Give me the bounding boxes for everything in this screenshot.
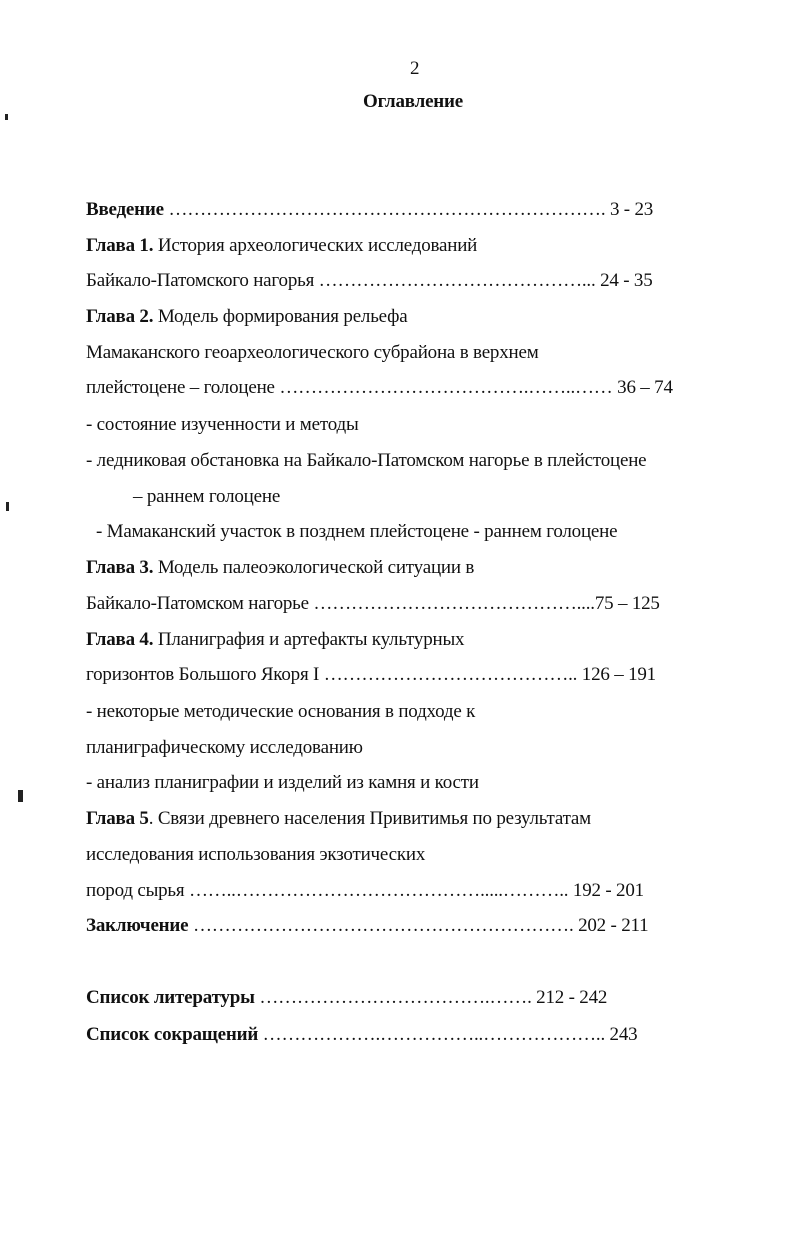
toc-line-text: – раннем голоцене: [133, 486, 281, 507]
toc-line: [86, 235, 477, 257]
toc-line-heading: Глава 5: [86, 808, 149, 829]
toc-line-text: ……………………………….……. 212 - 242: [254, 987, 608, 1008]
toc-line: [86, 414, 359, 436]
toc-line: [86, 737, 363, 759]
toc-line: [86, 701, 475, 723]
toc-line-text: ……………………………………………………. 202 - 211: [188, 915, 649, 936]
toc-line-heading: Глава 4.: [86, 629, 154, 650]
scan-mark: [5, 114, 8, 120]
toc-line: [86, 377, 673, 399]
toc-line-text: плейстоцене – голоцене ………………………………….……..…… 36 – 74: [86, 377, 673, 398]
toc-line: [96, 521, 617, 543]
toc-line-heading: Глава 3.: [86, 557, 154, 578]
toc-line: [133, 486, 280, 508]
toc-line-text: - ледниковая обстановка на Байкало-Патомском нагорье в плейстоцене: [86, 450, 647, 471]
toc-line-text: ……………………………………………………………. 3 - 23: [163, 199, 654, 220]
toc-line-text: Мамаканского геоархеологического субрайона в верхнем: [86, 342, 539, 363]
scan-mark: [6, 502, 9, 511]
toc-line: [86, 844, 425, 866]
toc-line-text: - Мамаканский участок в позднем плейстоцене - раннем голоцене: [96, 521, 618, 542]
toc-line-text: горизонтов Большого Якоря I ………………………………….. 126 – 191: [86, 664, 656, 685]
toc-line-text: История археологических исследований: [153, 235, 478, 256]
toc-line: [86, 880, 644, 902]
toc-line-heading: Список литературы: [86, 987, 255, 1008]
toc-line: [86, 450, 646, 472]
toc-line: [86, 342, 539, 364]
scan-mark: [18, 790, 23, 802]
toc-line: [86, 1024, 637, 1046]
toc-line: [86, 306, 407, 328]
toc-line-text: Модель палеоэкологической ситуации в: [153, 557, 475, 578]
toc-line: [86, 772, 479, 794]
toc-line: [86, 808, 591, 830]
toc-line-text: исследования использования экзотических: [86, 844, 426, 865]
toc-line-heading: Глава 2.: [86, 306, 154, 327]
toc-line: [86, 270, 653, 292]
toc-line-heading: Список сокращений: [86, 1024, 259, 1045]
toc-line-text: Байкало-Патомского нагорья ……………………………………... 24 - 35: [86, 270, 653, 291]
toc-line: [86, 629, 464, 651]
toc-line: [86, 199, 653, 221]
toc-line-text: Модель формирования рельефа: [153, 306, 408, 327]
toc-line-heading: Глава 1.: [86, 235, 154, 256]
toc-line-text: - анализ планиграфии и изделий из камня и кости: [86, 772, 479, 793]
toc-line-text: пород сырья ……..………………………………….....……….. 192 - 201: [86, 880, 644, 901]
toc-line-text: - состояние изученности и методы: [86, 414, 359, 435]
toc-line: [86, 915, 648, 937]
toc-line-heading: Введение: [86, 199, 164, 220]
page-title: Оглавление: [363, 91, 464, 112]
toc-line: [86, 593, 660, 615]
toc-line-text: . Связи древнего населения Привитимья по результатам: [148, 808, 591, 829]
toc-line: [86, 664, 656, 686]
toc-line-text: Планиграфия и артефакты культурных: [153, 629, 465, 650]
page-number: 2: [410, 58, 420, 79]
toc-line: [86, 987, 607, 1009]
toc-line-heading: Заключение: [86, 915, 189, 936]
toc-line-text: Байкало-Патомском нагорье ……………………………………....75 – 125: [86, 593, 660, 614]
toc-line-text: - некоторые методические основания в подходе к: [86, 701, 476, 722]
toc-line-text: ……………….……………..……………….. 243: [258, 1024, 638, 1045]
toc-line: [86, 557, 474, 579]
toc-line-text: планиграфическому исследованию: [86, 737, 363, 758]
